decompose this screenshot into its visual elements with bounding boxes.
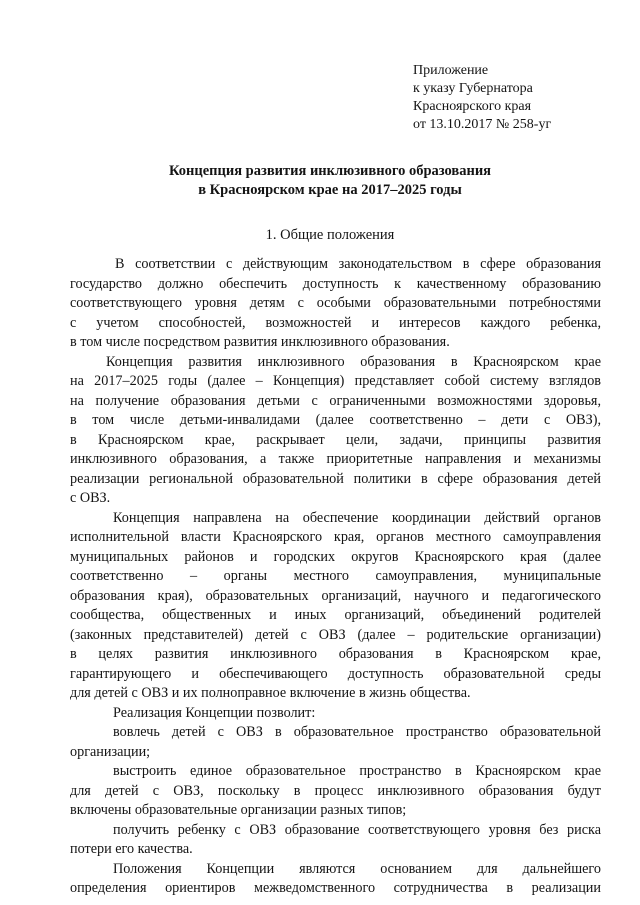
text-line: определения ориентиров межведомственного сотрудничества в реализации bbox=[70, 880, 601, 896]
appendix-line: Приложение bbox=[413, 63, 489, 78]
text-line: организации; bbox=[70, 743, 151, 760]
text-line: в Красноярском крае, раскрывает цели, задачи, принципы развития bbox=[70, 431, 601, 448]
text-line: реализации региональной образовательной политики в сфере образования детей bbox=[70, 470, 601, 487]
text-line: включены образовательные организации разных типов; bbox=[70, 802, 407, 818]
text-line: сообщества, общественных и иных организаций, объединений родителей bbox=[70, 607, 601, 623]
text-line: для детей с ОВЗ и их полноправное включение в жизнь общества. bbox=[70, 685, 471, 701]
paragraph bbox=[70, 255, 601, 353]
text-line: инклюзивного образования, а также приоритетные направления и механизмы bbox=[70, 451, 601, 467]
text-line: Положения Концепции являются основанием для дальнейшего bbox=[113, 860, 601, 877]
text-line: потери его качества. bbox=[70, 841, 193, 857]
text-line: (законных представителей) детей с ОВЗ (далее – родительские организации) bbox=[70, 626, 601, 643]
text-line: исполнительной власти Красноярского края, органов местного самоуправления bbox=[70, 529, 601, 545]
paragraph bbox=[70, 723, 601, 762]
text-line: в том числе посредством развития инклюзивного образования. bbox=[70, 334, 450, 350]
text-line: для детей с ОВЗ, поскольку в процесс инклюзивного образования будут bbox=[70, 782, 601, 799]
appendix-line: от 13.10.2017 № 258-уг bbox=[413, 117, 552, 132]
appendix-line: Красноярского края bbox=[413, 99, 532, 114]
text-line: Концепция развития инклюзивного образования в Красноярском крае bbox=[106, 353, 601, 370]
appendix-block bbox=[413, 62, 551, 134]
text-line: соответствующего уровня детям с особыми образовательными потребностями bbox=[70, 295, 601, 311]
paragraph bbox=[70, 353, 601, 509]
text-line: с учетом способностей, возможностей и интересов каждого ребенка, bbox=[70, 314, 601, 331]
paragraph bbox=[70, 762, 601, 821]
body-text bbox=[70, 255, 601, 899]
text-line: соответственно – органы местного самоуправления, муниципальные bbox=[70, 568, 601, 584]
text-line: образования края), образовательных организаций, научного и педагогического bbox=[70, 587, 601, 604]
text-line: на 2017–2025 годы (далее – Концепция) представляет собой систему взглядов bbox=[70, 373, 601, 389]
appendix-line: к указу Губернатора bbox=[413, 81, 533, 96]
text-line: получить ребенку с ОВЗ образование соответствующего уровня без риска bbox=[113, 821, 601, 838]
paragraph bbox=[70, 860, 601, 899]
text-line: В соответствии с действующим законодательством в сфере образования bbox=[115, 256, 601, 272]
text-line: гарантирующего и обеспечивающего доступность образовательной среды bbox=[70, 665, 601, 682]
text-line: выстроить единое образовательное пространство в Красноярском крае bbox=[113, 763, 601, 779]
text-line: муниципальных районов и городских округов Красноярского края (далее bbox=[70, 548, 601, 565]
text-line: с ОВЗ. bbox=[70, 490, 111, 506]
text-line: вовлечь детей с ОВЗ в образовательное пространство образовательной bbox=[113, 724, 601, 740]
text-line: на получение образования детьми с ограниченными возможностями здоровья, bbox=[70, 392, 601, 409]
document-title bbox=[60, 162, 600, 200]
paragraph bbox=[70, 821, 601, 860]
title-line: в Красноярском крае на 2017–2025 годы bbox=[198, 182, 462, 198]
paragraph bbox=[70, 509, 601, 704]
paragraph bbox=[70, 704, 601, 724]
title-line: Концепция развития инклюзивного образования bbox=[168, 163, 492, 179]
section-heading: 1. Общие положения bbox=[265, 227, 395, 243]
text-line: в том числе детьми-инвалидами (далее соответственно – дети с ОВЗ), bbox=[70, 412, 601, 428]
text-line: Концепция направлена на обеспечение координации действий органов bbox=[113, 509, 601, 526]
text-line: государство должно обеспечить доступность к качественному образованию bbox=[70, 275, 601, 292]
text-line: в целях развития инклюзивного образования в Красноярском крае, bbox=[70, 646, 601, 662]
text-line: Реализация Концепции позволит: bbox=[113, 704, 316, 721]
